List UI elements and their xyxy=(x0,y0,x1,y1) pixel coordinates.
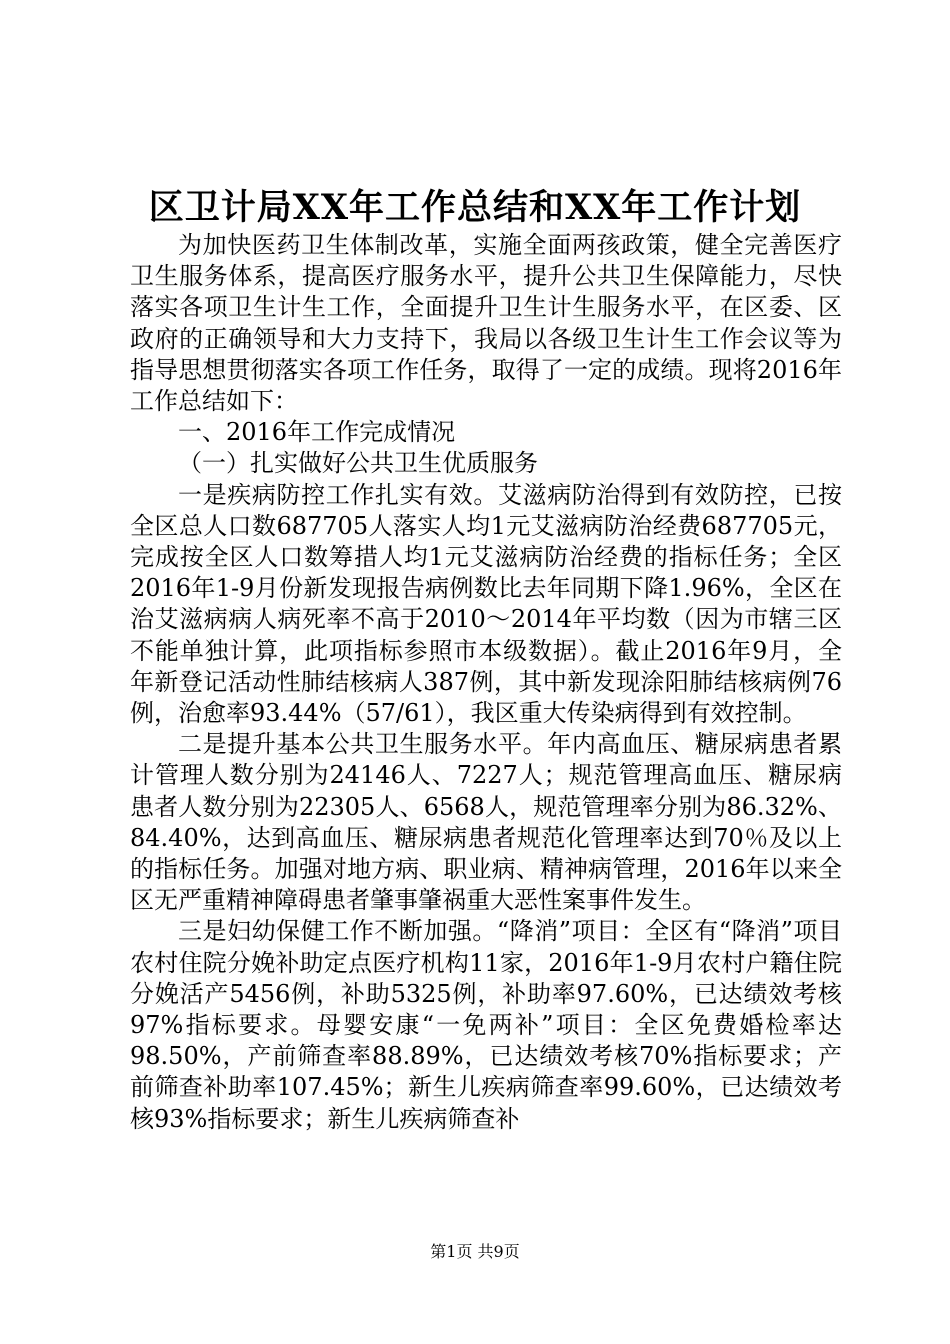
document-body xyxy=(130,230,842,1135)
subsection-heading: （一）扎实做好公共卫生优质服务 xyxy=(178,449,538,478)
paragraph-intro: 为加快医药卫生体制改革，实施全面两孩政策，健全完善医疗卫生服务体系，提高医疗服务水平，提升公共卫生保障能力，尽快落实各项卫生计生工作，全面提升卫生计生服务水平，在区委、区政府的正确领导和大力支持下，我局以各级卫生计生工作会议等为指导思想贯彻落实各项工作任务，取得了一定的成绩。现将2016年工作总结如下： xyxy=(130,231,842,416)
document-title: 区卫计局XX年工作总结和XX年工作计划 xyxy=(148,187,802,228)
paragraph-public-health: 二是提升基本公共卫生服务水平。年内高血压、糖尿病患者累计管理人数分别为24146人、7227人；规范管理高血压、糖尿病患者人数分别为22305人、6568人，规范管理率分别为86.32%、84.40%，达到高血压、糖尿病患者规范化管理率达到70％及以上的指标任务。加强对地方病、职业病、精神病管理，2016年以来全区无严重精神障碍患者肇事肇祸重大恶性案事件发生。 xyxy=(130,730,842,915)
page-number: 第1页 共9页 xyxy=(430,1242,520,1261)
section-heading: 一、2016年工作完成情况 xyxy=(178,418,456,447)
paragraph-maternal-child: 三是妇幼保健工作不断加强。“降消”项目：全区有“降消”项目农村住院分娩补助定点医疗机构11家，2016年1-9月农村户籍住院分娩活产5456例，补助5325例，补助率97.60%，已达绩效考核97%指标要求。母婴安康“一免两补”项目：全区免费婚检率达98.50%，产前筛查率88.89%，已达绩效考核70%指标要求；产前筛查补助率107.45%；新生儿疾病筛查率99.60%，已达绩效考核93%指标要求；新生儿疾病筛查补 xyxy=(130,917,842,1133)
paragraph-disease-control: 一是疾病防控工作扎实有效。艾滋病防治得到有效防控，已按全区总人口数687705人落实人均1元艾滋病防治经费687705元，完成按全区人口数筹措人均1元艾滋病防治经费的指标任务；全区2016年1-9月份新发现报告病例数比去年同期下降1.96%，全区在治艾滋病病人病死率不高于2010～2014年平均数（因为市辖三区不能单独计算，此项指标参照市本级数据）。截止2016年9月，全年新登记活动性肺结核病人387例，其中新发现涂阳肺结核病例76例，治愈率93.44%（57/61），我区重大传染病得到有效控制。 xyxy=(130,480,842,728)
